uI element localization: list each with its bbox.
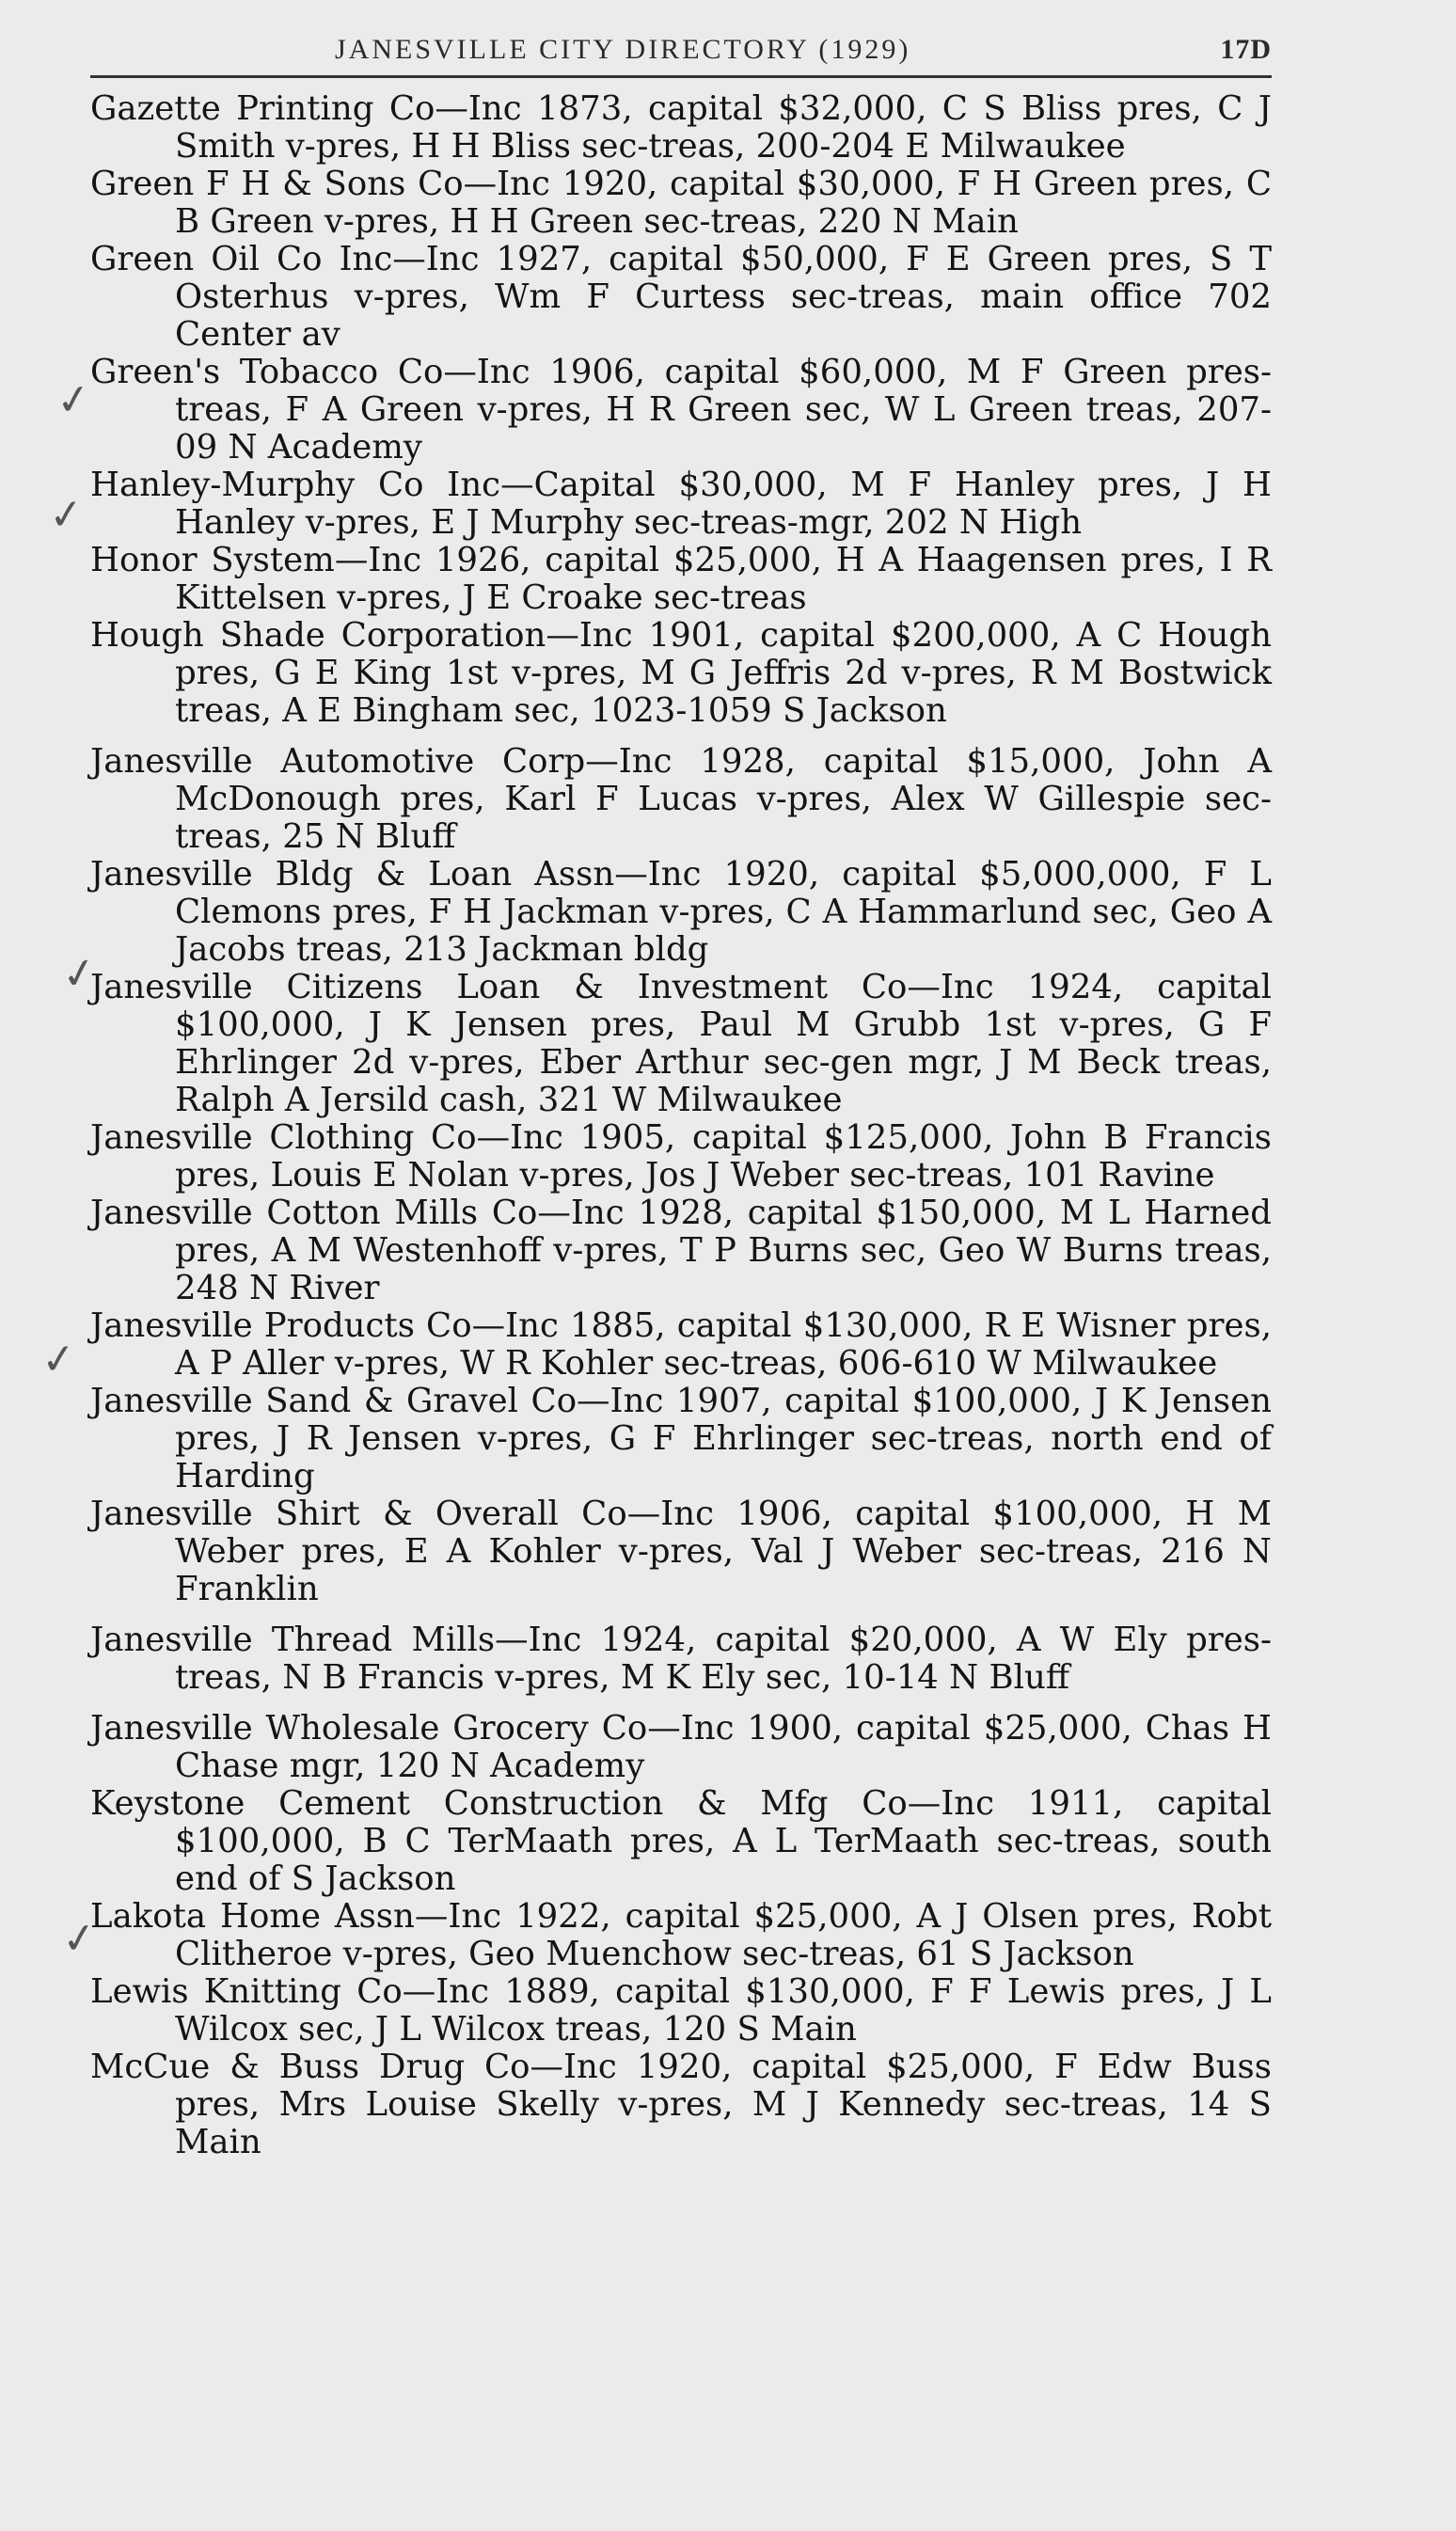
header-rule — [90, 75, 1272, 78]
directory-entry: Honor System—Inc 1926, capital $25,000, H A Haagensen pres, I R Kittelsen v-pres, J E Croake sec-treas — [90, 541, 1272, 617]
directory-entry: Hanley-Murphy Co Inc—Capital $30,000, M F Hanley pres, J H Hanley v-pres, E J Murphy sec-treas-mgr, 202 N High — [90, 466, 1272, 542]
directory-entry: McCue & Buss Drug Co—Inc 1920, capital $25,000, F Edw Buss pres, Mrs Louise Skelly v-pres, M J Kennedy sec-treas, 14 S Main — [90, 2048, 1272, 2161]
directory-entry: Lakota Home Assn—Inc 1922, capital $25,000, A J Olsen pres, Robt Clitheroe v-pres, Geo Muenchow sec-treas, 61 S Jackson — [90, 1897, 1272, 1973]
directory-entry: Hough Shade Corporation—Inc 1901, capital $200,000, A C Hough pres, G E King 1st v-pres, M G Jeffris 2d v-pres, R M Bostwick treas, A E Bingham sec, 1023-1059 S Jackson — [90, 616, 1272, 730]
directory-entries — [90, 90, 1272, 2161]
check-mark-icon: ✓ — [53, 373, 95, 427]
directory-entry: Gazette Printing Co—Inc 1873, capital $32,000, C S Bliss pres, C J Smith v-pres, H H Bliss sec-treas, 200-204 E Milwaukee — [90, 89, 1272, 166]
directory-entry: Janesville Bldg & Loan Assn—Inc 1920, capital $5,000,000, F L Clemons pres, F H Jackman v-pres, C A Hammarlund sec, Geo A Jacobs treas, 213 Jackman bldg — [90, 855, 1272, 969]
directory-entry: Green's Tobacco Co—Inc 1906, capital $60,000, M F Green pres-treas, F A Green v-pres, H R Green sec, W L Green treas, 207-09 N Academy — [90, 353, 1272, 467]
check-mark-icon: ✓ — [39, 1334, 79, 1385]
directory-entry: Lewis Knitting Co—Inc 1889, capital $130,000, F F Lewis pres, J L Wilcox sec, J L Wilcox treas, 120 S Main — [90, 1972, 1272, 2049]
directory-entry: Janesville Products Co—Inc 1885, capital $130,000, R E Wisner pres, A P Aller v-pres, W R Kohler sec-treas, 606-610 W Milwaukee — [90, 1306, 1272, 1383]
directory-entry: Janesville Thread Mills—Inc 1924, capital $20,000, A W Ely pres-treas, N B Francis v-pres, M K Ely sec, 10-14 N Bluff — [90, 1621, 1272, 1697]
check-mark-icon: ✓ — [46, 489, 87, 541]
directory-entry: Keystone Cement Construction & Mfg Co—Inc 1911, capital $100,000, B C TerMaath pres, A L TerMaath sec-treas, south end of S Jackson — [90, 1784, 1272, 1898]
directory-entry: Janesville Citizens Loan & Investment Co—Inc 1924, capital $100,000, J K Jensen pres, Paul M Grubb 1st v-pres, G F Ehrlinger 2d v-pres, Eber Arthur sec-gen mgr, J M Beck treas, Ralph A Jersild cash, 321 W Milwaukee — [90, 968, 1272, 1119]
directory-entry: Green Oil Co Inc—Inc 1927, capital $50,000, F E Green pres, S T Osterhus v-pres, Wm F Curtess sec-treas, main office 702 Center av — [90, 240, 1272, 354]
directory-entry: Janesville Wholesale Grocery Co—Inc 1900, capital $25,000, Chas H Chase mgr, 120 N Academy — [90, 1709, 1272, 1785]
directory-entry: Janesville Automotive Corp—Inc 1928, capital $15,000, John A McDonough pres, Karl F Lucas v-pres, Alex W Gillespie sec-treas, 25 N Bluff — [90, 742, 1272, 856]
check-mark-icon: ✓ — [57, 947, 101, 1001]
page-header — [90, 34, 1272, 71]
page-number: 17D — [1220, 34, 1272, 65]
directory-entry: Green F H & Sons Co—Inc 1920, capital $30,000, F H Green pres, C B Green v-pres, H H Green sec-treas, 220 N Main — [90, 165, 1272, 241]
directory-entry: Janesville Cotton Mills Co—Inc 1928, capital $150,000, M L Harned pres, A M Westenhoff v-pres, T P Burns sec, Geo W Burns treas, 248 N River — [90, 1194, 1272, 1307]
check-mark-icon: ✓ — [58, 1912, 101, 1966]
directory-entry: Janesville Shirt & Overall Co—Inc 1906, capital $100,000, H M Weber pres, E A Kohler v-pres, Val J Weber sec-treas, 216 N Franklin — [90, 1495, 1272, 1608]
directory-entry: Janesville Clothing Co—Inc 1905, capital $125,000, John B Francis pres, Louis E Nolan v-pres, Jos J Weber sec-treas, 101 Ravine — [90, 1118, 1272, 1194]
running-title: JANESVILLE CITY DIRECTORY (1929) — [335, 34, 911, 65]
directory-entry: Janesville Sand & Gravel Co—Inc 1907, capital $100,000, J K Jensen pres, J R Jensen v-pres, G F Ehrlinger sec-treas, north end of Harding — [90, 1382, 1272, 1495]
